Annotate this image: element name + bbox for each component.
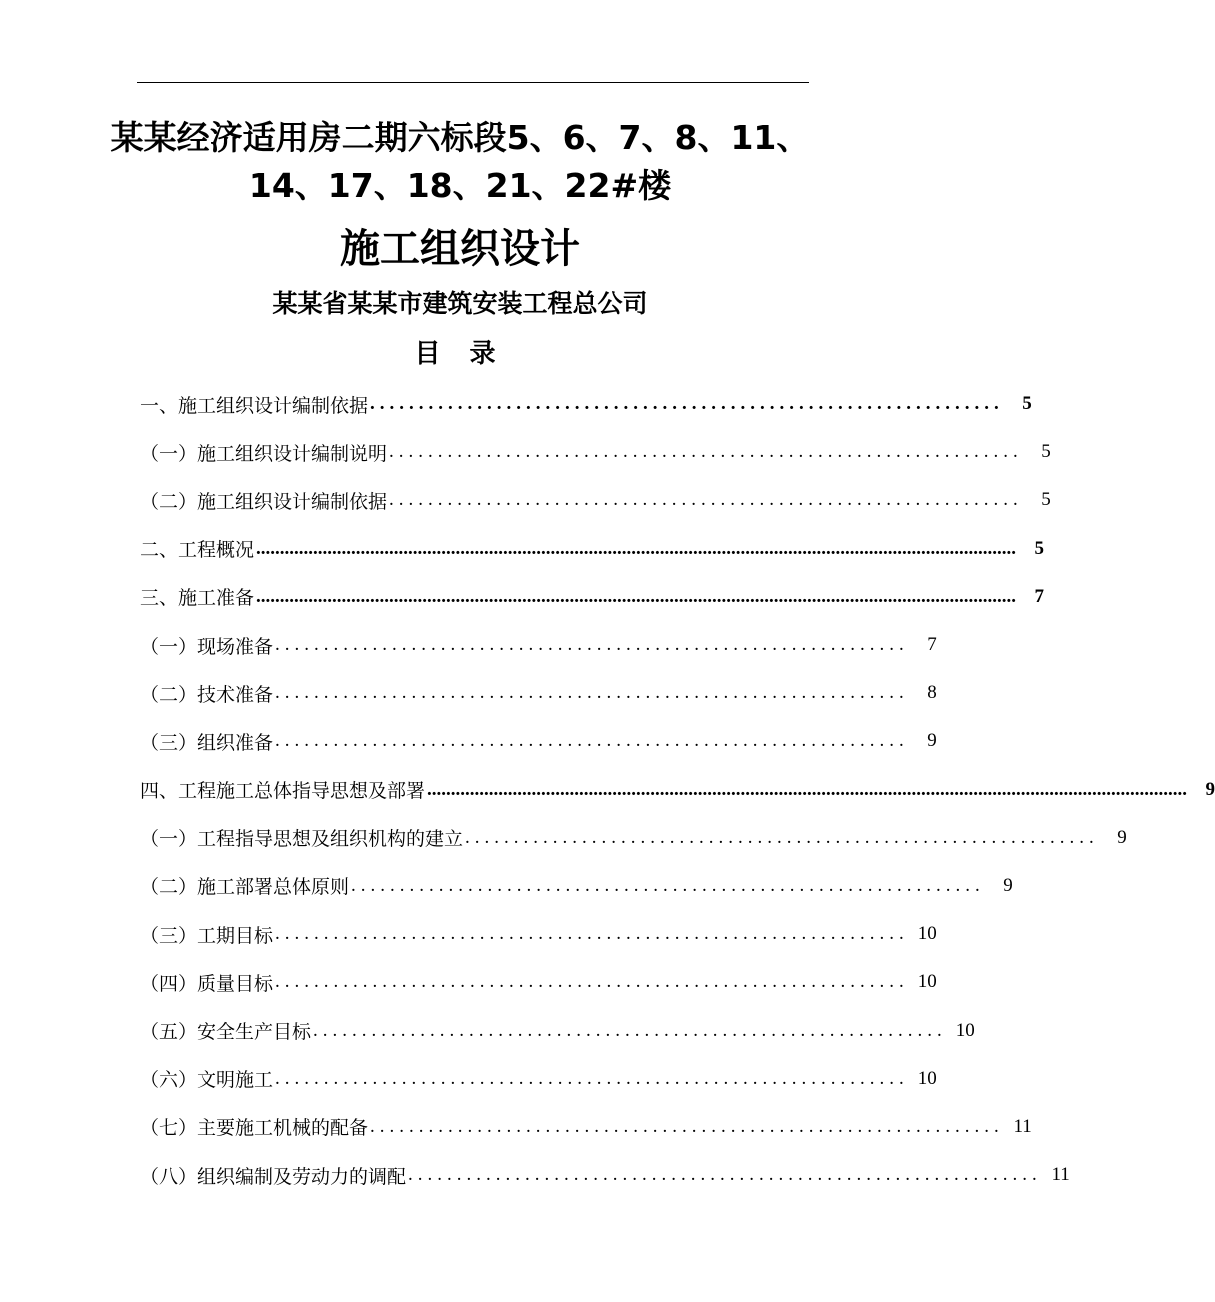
toc-entry-label: （一）施工组织设计编制说明 — [140, 442, 388, 465]
toc-leader: ................................................................. — [370, 1115, 1004, 1137]
toc-entry-label: （一）工程指导思想及组织机构的建立 — [140, 828, 464, 851]
toc-leader: ................................................................. — [275, 971, 909, 993]
toc-entry[interactable] — [140, 525, 1045, 573]
toc-leader: ................................................................................................................................................................ — [427, 778, 1188, 800]
toc-entry-page: 5 — [1034, 537, 1045, 559]
toc-entry-page: 7 — [1034, 585, 1045, 607]
toc-entry-label: 二、工程概况 — [140, 539, 255, 562]
company-name: 某某省某某市建筑安装工程总公司 — [272, 289, 648, 318]
toc-entry-label: 一、施工组织设计编制依据 — [140, 394, 369, 417]
toc-leader: ................................................................. — [465, 826, 1099, 848]
toc-entry-label: （三）工期目标 — [140, 924, 274, 947]
toc-entry-page: 5 — [1041, 441, 1051, 463]
toc-heading: 目 录 — [414, 339, 506, 369]
toc-entry-page: 10 — [917, 1067, 937, 1089]
toc-entry[interactable] — [140, 766, 1215, 814]
document-main-title: 施工组织设计 — [340, 226, 580, 272]
toc-leader: ................................................................. — [313, 1019, 947, 1041]
toc-entry-page: 9 — [1117, 826, 1127, 848]
toc-entry-label: （二）施工部署总体原则 — [140, 876, 350, 899]
toc-entry-label: 四、工程施工总体指导思想及部署 — [140, 780, 426, 803]
toc-entry-page: 5 — [1041, 489, 1051, 511]
toc-leader: ................................................................................................................................................................ — [256, 537, 1017, 559]
toc-entry-page: 11 — [1051, 1164, 1070, 1186]
toc-entry-label: （二）施工组织设计编制依据 — [140, 490, 388, 513]
toc-entry-page: 9 — [1003, 874, 1013, 896]
toc-entry[interactable] — [140, 1151, 1070, 1199]
document-title-line-1: 某某经济适用房二期六标段5、6、7、8、11、 — [110, 118, 810, 157]
toc-entry[interactable] — [140, 814, 1127, 862]
toc-entry-page: 9 — [1205, 778, 1215, 800]
toc-leader: ................................................................. — [389, 441, 1023, 463]
toc-entry-page: 10 — [955, 1019, 975, 1041]
toc-entry-label: （一）现场准备 — [140, 635, 274, 658]
toc-entry[interactable] — [140, 476, 1051, 524]
toc-entry-label: （四）质量目标 — [140, 972, 274, 995]
toc-entry-label: （六）文明施工 — [140, 1069, 274, 1092]
toc-entry-page: 10 — [917, 923, 937, 945]
toc-leader: ................................................................. — [275, 923, 909, 945]
table-of-contents — [140, 380, 1215, 1199]
toc-leader: ................................................................. — [275, 634, 909, 656]
toc-leader: ................................................................. — [351, 874, 985, 896]
document-title-line-2: 14、17、18、21、22#楼 — [248, 166, 672, 205]
toc-leader: ................................................................. — [389, 489, 1023, 511]
toc-entry-label: （二）技术准备 — [140, 683, 274, 706]
toc-entry-label: （八）组织编制及劳动力的调配 — [140, 1165, 407, 1188]
toc-entry-page: 9 — [927, 730, 937, 752]
toc-leader: ................................................................................................................................................................ — [256, 585, 1017, 607]
toc-entry[interactable] — [140, 1103, 1032, 1151]
toc-entry[interactable] — [140, 573, 1045, 621]
toc-entry-label: （五）安全生产目标 — [140, 1021, 312, 1044]
toc-entry-label: （三）组织准备 — [140, 731, 274, 754]
toc-entry-page: 5 — [1022, 393, 1032, 415]
toc-entry-label: （七）主要施工机械的配备 — [140, 1117, 369, 1140]
toc-entry[interactable] — [140, 1006, 975, 1054]
header-rule — [137, 82, 809, 83]
toc-entry-page: 7 — [927, 634, 937, 656]
toc-entry[interactable] — [140, 958, 937, 1006]
toc-entry[interactable] — [140, 669, 937, 717]
toc-entry[interactable] — [140, 910, 937, 958]
toc-entry[interactable] — [140, 862, 1013, 910]
toc-leader: ................................................................. — [370, 393, 1004, 415]
toc-entry[interactable] — [140, 428, 1051, 476]
toc-entry[interactable] — [140, 380, 1032, 428]
toc-entry-page: 11 — [1013, 1115, 1032, 1137]
toc-leader: ................................................................. — [408, 1164, 1042, 1186]
toc-leader: ................................................................. — [275, 1067, 909, 1089]
toc-entry[interactable] — [140, 621, 937, 669]
toc-entry-page: 10 — [917, 971, 937, 993]
toc-entry[interactable] — [140, 1055, 937, 1103]
toc-leader: ................................................................. — [275, 682, 909, 704]
toc-leader: ................................................................. — [275, 730, 909, 752]
toc-entry-label: 三、施工准备 — [140, 587, 255, 610]
toc-entry[interactable] — [140, 717, 937, 765]
toc-entry-page: 8 — [927, 682, 937, 704]
